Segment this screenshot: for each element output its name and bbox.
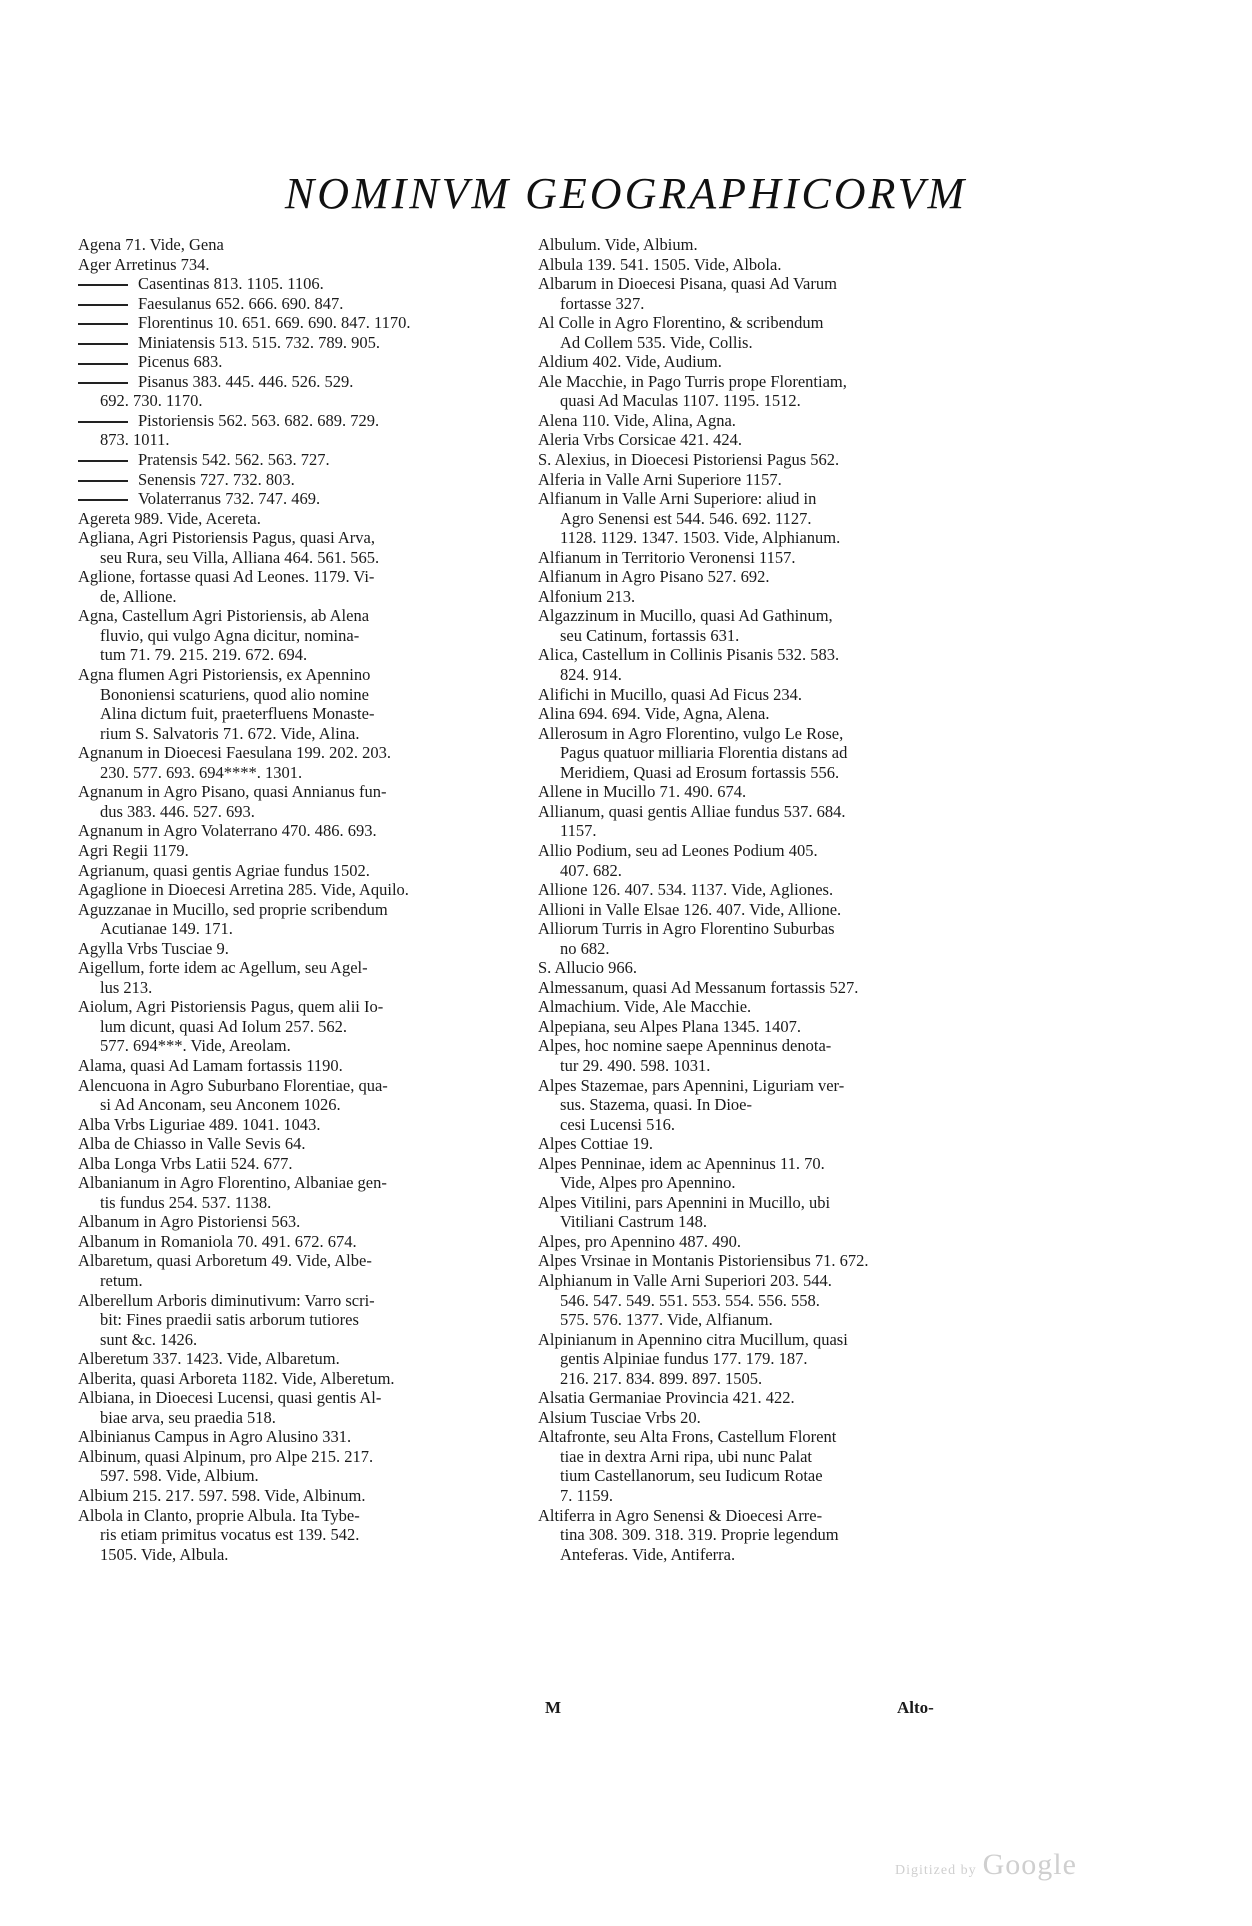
index-entry: Alpes Stazemae, pars Apennini, Liguriam ver- <box>538 1075 845 1095</box>
index-entry: Florentinus 10. 651. 669. 690. 847. 1170. <box>78 313 528 333</box>
index-entry: 597. 598. Vide, Albium. <box>100 1466 259 1486</box>
index-entry: Allene in Mucillo 71. 490. 674. <box>538 782 747 802</box>
index-entry: Agnanum in Dioecesi Faesulana 199. 202. 203. <box>78 743 391 763</box>
index-entry: Alba Longa Vrbs Latii 524. 677. <box>78 1153 293 1173</box>
index-entry: Alba de Chiasso in Valle Sevis 64. <box>78 1134 306 1154</box>
index-entry: Alphianum in Valle Arni Superiori 203. 544. <box>538 1270 832 1290</box>
index-entry: Alpepiana, seu Alpes Plana 1345. 1407. <box>538 1016 802 1036</box>
index-entry: Agena 71. Vide, Gena <box>78 235 224 254</box>
index-entry: seu Catinum, fortassis 631. <box>560 625 740 645</box>
index-entry: Aleria Vrbs Corsicae 421. 424. <box>538 430 742 450</box>
index-entry: 546. 547. 549. 551. 553. 554. 556. 558. <box>560 1290 820 1310</box>
digitized-watermark <box>895 1848 1077 1882</box>
index-entry: Faesulanus 652. 666. 690. 847. <box>78 294 528 314</box>
index-entry: Altiferra in Agro Senensi & Dioecesi Arre- <box>538 1505 823 1525</box>
index-entry: Altafronte, seu Alta Frons, Castellum Florent <box>538 1427 837 1447</box>
index-entry: Alica, Castellum in Collinis Pisanis 532. 583. <box>538 645 840 665</box>
right-index-column <box>538 235 998 1564</box>
index-entry: gentis Alpiniae fundus 177. 179. 187. <box>560 1349 808 1369</box>
index-entry: tum 71. 79. 215. 219. 672. 694. <box>100 645 308 665</box>
index-entry: Pisanus 383. 445. 446. 526. 529. <box>78 372 528 392</box>
index-entry: Alfianum in Valle Arni Superiore: aliud in <box>538 489 817 509</box>
index-entry: Alifichi in Mucillo, quasi Ad Ficus 234. <box>538 684 802 704</box>
index-entry: Alpes, hoc nomine saepe Apenninus denota- <box>538 1036 832 1056</box>
index-entry: Allioni in Valle Elsae 126. 407. Vide, Allione. <box>538 899 842 919</box>
index-entry: Albulum. Vide, Albium. <box>538 235 698 254</box>
index-entry: Pratensis 542. 562. 563. 727. <box>78 450 528 470</box>
index-entry: Almessanum, quasi Ad Messanum fortassis 527. <box>538 977 859 997</box>
index-entry: Alina 694. 694. Vide, Agna, Alena. <box>538 704 770 724</box>
page-title: NOMINVM GEOGRAPHICORVM <box>284 169 968 218</box>
index-entry: Alfianum in Territorio Veronensi 1157. <box>538 547 796 567</box>
index-entry: Albiana, in Dioecesi Lucensi, quasi gentis Al- <box>78 1388 382 1408</box>
index-entry: Alpes Cottiae 19. <box>538 1134 654 1154</box>
index-entry: S. Allucio 966. <box>538 958 638 978</box>
index-entry: Agro Senensi est 544. 546. 692. 1127. <box>560 508 812 528</box>
index-entry: Alsium Tusciae Vrbs 20. <box>538 1407 701 1427</box>
index-entry: Aigellum, forte idem ac Agellum, seu Agel- <box>78 958 368 978</box>
index-entry: Alberetum 337. 1423. Vide, Albaretum. <box>78 1349 340 1369</box>
index-entry: Albanum in Romaniola 70. 491. 672. 674. <box>78 1231 357 1251</box>
index-entry: tis fundus 254. 537. 1138. <box>100 1192 272 1212</box>
index-entry: Alencuona in Agro Suburbano Florentiae, qua- <box>78 1075 388 1095</box>
index-entry: Volaterranus 732. 747. 469. <box>78 489 528 509</box>
index-entry: lum dicunt, quasi Ad Iolum 257. 562. <box>100 1016 348 1036</box>
index-entry: Alfianum in Agro Pisano 527. 692. <box>538 567 770 587</box>
index-entry: fluvio, qui vulgo Agna dicitur, nomina- <box>100 625 360 645</box>
index-entry: Vitiliani Castrum 148. <box>560 1212 708 1232</box>
index-entry: Albium 215. 217. 597. 598. Vide, Albinum. <box>78 1486 366 1505</box>
index-entry: Alpes Vitilini, pars Apennini in Mucillo, ubi <box>538 1192 831 1212</box>
index-entry: 1505. Vide, Albula. <box>100 1544 229 1564</box>
index-entry: Almachium. Vide, Ale Macchie. <box>538 997 752 1017</box>
index-entry: Alba Vrbs Liguriae 489. 1041. 1043. <box>78 1114 321 1134</box>
index-entry: Ale Macchie, in Pago Turris prope Florentiam, <box>538 371 847 391</box>
index-entry: Agereta 989. Vide, Acereta. <box>78 508 261 528</box>
index-entry: lus 213. <box>100 977 153 997</box>
index-entry: Pagus quatuor milliaria Florentia distans ad <box>560 743 848 763</box>
index-entry: Alena 110. Vide, Alina, Agna. <box>538 410 736 430</box>
index-entry: Allione 126. 407. 534. 1137. Vide, Agliones. <box>538 880 834 900</box>
index-entry: Albinum, quasi Alpinum, pro Alpe 215. 217. <box>78 1446 374 1466</box>
index-entry: rium S. Salvatoris 71. 672. Vide, Alina. <box>100 723 360 743</box>
index-entry: Allianum, quasi gentis Alliae fundus 537. 684. <box>538 801 846 821</box>
index-entry: Allio Podium, seu ad Leones Podium 405. <box>538 840 818 860</box>
index-entry: Albola in Clanto, proprie Albula. Ita Tybe- <box>78 1505 360 1525</box>
index-entry: Agliana, Agri Pistoriensis Pagus, quasi Arva, <box>78 528 375 548</box>
index-entry: Alfonium 213. <box>538 586 636 606</box>
index-entry: 577. 694***. Vide, Areolam. <box>100 1036 291 1056</box>
index-entry: tina 308. 309. 318. 319. Proprie legendum <box>560 1525 839 1545</box>
index-entry: Alliorum Turris in Agro Florentino Suburbas <box>538 919 835 939</box>
index-entry: Agna flumen Agri Pistoriensis, ex Apennino <box>78 665 371 685</box>
index-entry: Alina dictum fuit, praeterfluens Monaste- <box>100 704 375 724</box>
watermark-prefix: Digitized by <box>895 1863 977 1878</box>
index-entry: Alpes Vrsinae in Montanis Pistoriensibus 71. 672. <box>538 1251 869 1271</box>
index-entry: 1157. <box>560 821 597 841</box>
index-entry: dus 383. 446. 527. 693. <box>100 801 255 821</box>
catchword: Alto- <box>897 1698 934 1717</box>
index-entry: de, Allione. <box>100 586 177 606</box>
index-entry: Allerosum in Agro Florentino, vulgo Le Rose, <box>538 723 844 743</box>
index-entry: Albula 139. 541. 1505. Vide, Albola. <box>538 254 782 274</box>
index-entry: Aglione, fortasse quasi Ad Leones. 1179. Vi- <box>78 567 375 587</box>
index-entry: Alpes, pro Apennino 487. 490. <box>538 1231 742 1251</box>
index-entry: Pistoriensis 562. 563. 682. 689. 729. <box>78 411 528 431</box>
index-entry: cesi Lucensi 516. <box>560 1114 676 1134</box>
index-entry: Albanum in Agro Pistoriensi 563. <box>78 1212 301 1232</box>
index-entry: si Ad Anconam, seu Anconem 1026. <box>100 1095 341 1115</box>
index-entry: Agaglione in Dioecesi Arretina 285. Vide, Aquilo. <box>78 880 409 900</box>
index-entry: biae arva, seu praedia 518. <box>100 1407 276 1427</box>
index-entry: 7. 1159. <box>560 1486 614 1505</box>
watermark-brand: Google <box>982 1848 1077 1881</box>
index-entry: Agylla Vrbs Tusciae 9. <box>78 938 229 958</box>
index-entry: quasi Ad Maculas 1107. 1195. 1512. <box>560 391 801 411</box>
index-entry: Agnanum in Agro Volaterrano 470. 486. 693. <box>78 821 377 841</box>
index-entry: Alpinianum in Apennino citra Mucillum, quasi <box>538 1329 848 1349</box>
index-entry: Anteferas. Vide, Antiferra. <box>560 1544 736 1564</box>
index-entry: tiae in dextra Arni ripa, ubi nunc Palat <box>560 1446 813 1466</box>
index-entry: fortasse 327. <box>560 293 645 313</box>
index-entry: Casentinas 813. 1105. 1106. <box>78 274 528 294</box>
index-entry: Acutianae 149. 171. <box>100 919 233 939</box>
index-entry: Albinianus Campus in Agro Alusino 331. <box>78 1427 352 1447</box>
index-entry: Ager Arretinus 734. <box>78 254 210 274</box>
index-entry: Aiolum, Agri Pistoriensis Pagus, quem alii Io- <box>78 997 384 1017</box>
index-entry: Alsatia Germaniae Provincia 421. 422. <box>538 1388 795 1408</box>
index-entry: Vide, Alpes pro Apennino. <box>560 1173 736 1193</box>
signature-mark: M <box>545 1698 562 1717</box>
index-entry: Miniatensis 513. 515. 732. 789. 905. <box>78 333 528 353</box>
index-entry: 575. 576. 1377. Vide, Alfianum. <box>560 1310 773 1330</box>
index-entry: tium Castellanorum, seu Iudicum Rotae <box>560 1466 823 1486</box>
index-entry: bit: Fines praedii satis arborum tutiores <box>100 1310 359 1330</box>
index-entry: Agri Regii 1179. <box>78 840 189 860</box>
index-entry: Ad Collem 535. Vide, Collis. <box>560 332 753 352</box>
index-entry: seu Rura, seu Villa, Alliana 464. 561. 565. <box>100 547 380 567</box>
index-entry: retum. <box>100 1270 143 1290</box>
index-entry: Agrianum, quasi gentis Agriae fundus 1502. <box>78 860 370 880</box>
index-entry: Senensis 727. 732. 803. <box>78 470 528 490</box>
index-entry: 692. 730. 1170. <box>100 391 203 411</box>
index-entry: Agna, Castellum Agri Pistoriensis, ab Alena <box>78 606 370 626</box>
index-entry: Meridiem, Quasi ad Erosum fortassis 556. <box>560 762 840 782</box>
index-entry: Albanianum in Agro Florentino, Albaniae gen- <box>78 1173 387 1193</box>
index-entry: no 682. <box>560 938 610 958</box>
index-entry: sus. Stazema, quasi. In Dioe- <box>560 1095 752 1115</box>
index-entry: Picenus 683. <box>78 352 528 372</box>
index-entry: ris etiam primitus vocatus est 139. 542. <box>100 1525 360 1545</box>
index-entry: Albaretum, quasi Arboretum 49. Vide, Albe- <box>78 1251 372 1271</box>
index-entry: Agnanum in Agro Pisano, quasi Annianus fun- <box>78 782 387 802</box>
index-entry: 1128. 1129. 1347. 1503. Vide, Alphianum. <box>560 528 841 548</box>
index-entry: Alberita, quasi Arboreta 1182. Vide, Alberetum. <box>78 1368 395 1388</box>
index-entry: S. Alexius, in Dioecesi Pistoriensi Pagus 562. <box>538 450 840 470</box>
index-entry: 824. 914. <box>560 665 622 685</box>
index-entry: Bononiensi scaturiens, quod alio nomine <box>100 684 370 704</box>
index-entry: 407. 682. <box>560 860 622 880</box>
index-entry: 230. 577. 693. 694****. 1301. <box>100 762 303 782</box>
index-entry: Alberellum Arboris diminutivum: Varro scri- <box>78 1290 375 1310</box>
index-entry: Aguzzanae in Mucillo, sed proprie scribendum <box>78 899 388 919</box>
index-entry: Albarum in Dioecesi Pisana, quasi Ad Varum <box>538 274 837 294</box>
index-entry: Al Colle in Agro Florentino, & scribendum <box>538 313 824 333</box>
index-entry: Aldium 402. Vide, Audium. <box>538 352 722 372</box>
index-entry: tur 29. 490. 598. 1031. <box>560 1055 711 1075</box>
left-index-column <box>78 235 528 1564</box>
index-entry: Alferia in Valle Arni Superiore 1157. <box>538 469 782 489</box>
index-entry: 873. 1011. <box>100 430 170 450</box>
index-entry: Alama, quasi Ad Lamam fortassis 1190. <box>78 1055 343 1075</box>
index-entry: 216. 217. 834. 899. 897. 1505. <box>560 1368 763 1388</box>
index-entry: sunt &c. 1426. <box>100 1329 198 1349</box>
index-entry: Algazzinum in Mucillo, quasi Ad Gathinum, <box>538 606 833 626</box>
index-entry: Alpes Penninae, idem ac Apenninus 11. 70. <box>538 1153 825 1173</box>
